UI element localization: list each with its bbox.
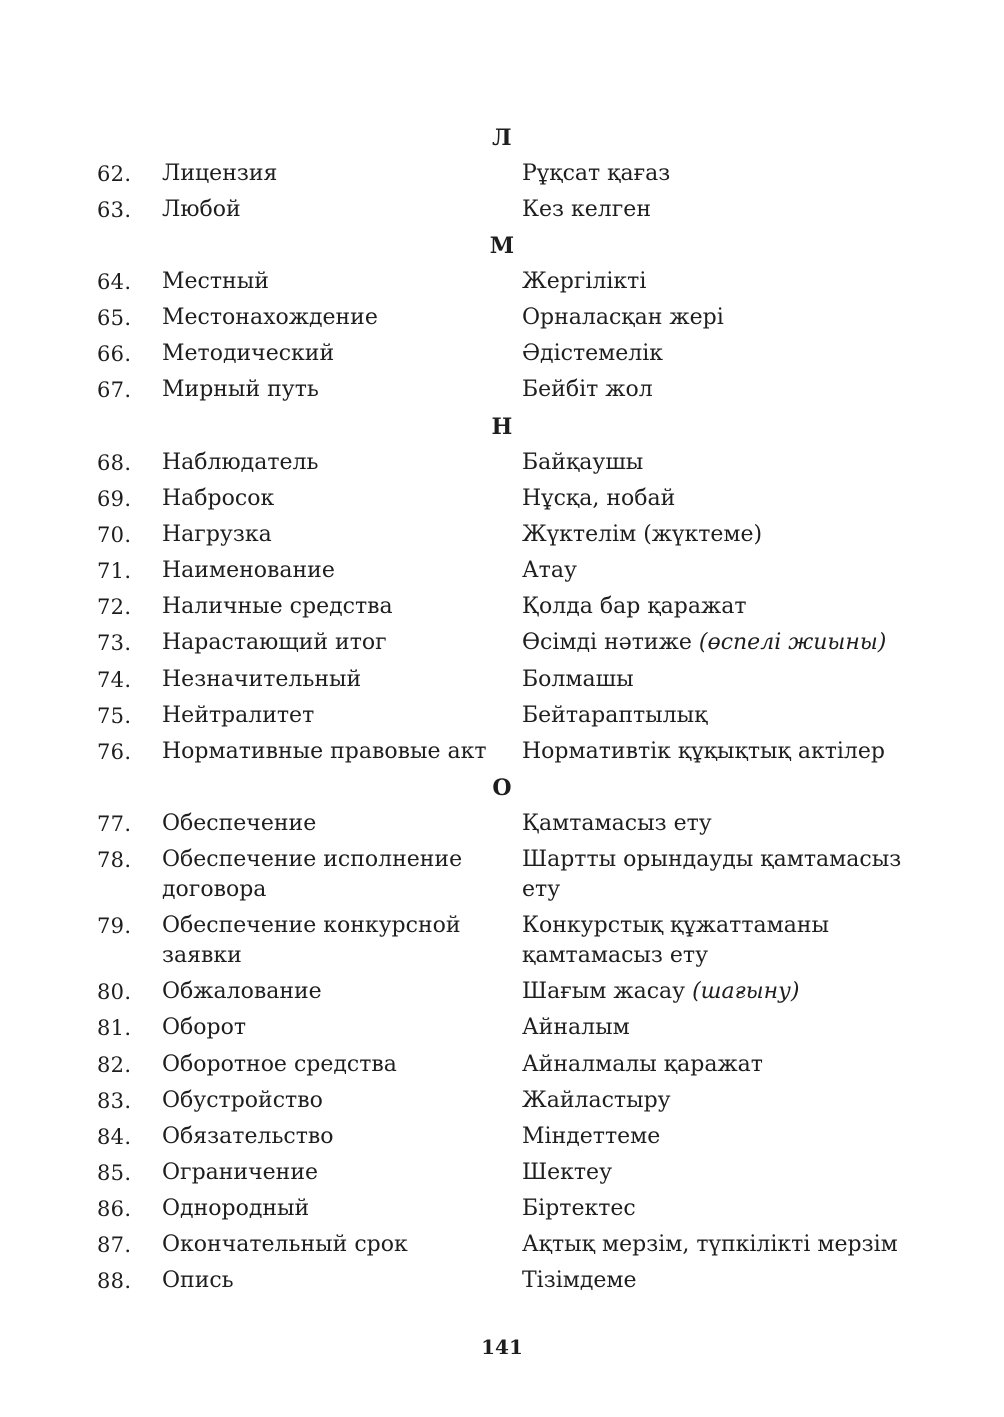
russian-term: Методический	[162, 341, 335, 366]
russian-term: Набросок	[162, 486, 275, 511]
kazakh-term	[522, 911, 912, 971]
kazakh-term	[522, 448, 912, 478]
kazakh-term-text: Нұсқа, нобай	[522, 486, 676, 511]
kazakh-term	[522, 1230, 912, 1260]
kazakh-term-text: Айналым	[522, 1015, 630, 1040]
russian-term: Наличные средства	[162, 594, 393, 619]
kazakh-term	[522, 1050, 912, 1080]
entry-number: 69.	[97, 487, 132, 511]
kazakh-term	[522, 1158, 912, 1188]
russian-term: Обеспечение	[162, 811, 317, 836]
kazakh-term-text: Жергілікті	[522, 269, 647, 294]
entry-number: 82.	[97, 1053, 132, 1077]
kazakh-term-text: Өсімді нәтиже	[522, 630, 699, 655]
entry-number: 62.	[97, 162, 132, 186]
kazakh-term-text: Жүктелім (жүктеме)	[522, 522, 763, 547]
kazakh-term	[522, 845, 912, 905]
entry-number: 66.	[97, 342, 132, 366]
kazakh-term-text: Орналасқан жері	[522, 305, 724, 330]
russian-term: Однородный	[162, 1196, 310, 1221]
russian-term: Любой	[162, 197, 241, 222]
kazakh-term-text: Жайластыру	[522, 1088, 671, 1113]
entry-number: 81.	[97, 1016, 132, 1040]
entry-number: 67.	[97, 378, 132, 402]
kazakh-term-text: Шектеу	[522, 1160, 613, 1185]
entry-number: 86.	[97, 1197, 132, 1221]
kazakh-term	[522, 977, 912, 1007]
kazakh-term-text: Атау	[522, 558, 577, 583]
russian-term: Оборотное средства	[162, 1052, 397, 1077]
russian-term: Лицензия	[162, 161, 278, 186]
entry-number: 65.	[97, 306, 132, 330]
entry-number: 77.	[97, 812, 132, 836]
kazakh-term	[522, 628, 912, 658]
entry-number: 74.	[97, 668, 132, 692]
entry-number: 88.	[97, 1269, 132, 1293]
kazakh-term-text: Тізімдеме	[522, 1268, 637, 1293]
entry-number: 80.	[97, 980, 132, 1004]
section-letter: Л	[492, 125, 512, 151]
section-letter: Н	[491, 414, 513, 440]
russian-term: Мирный путь	[162, 377, 319, 402]
russian-term: Нарастающий итог	[162, 630, 387, 655]
kazakh-term	[522, 1266, 912, 1296]
russian-term: Местонахождение	[162, 305, 378, 330]
kazakh-term-text: Конкурстық құжаттаманы қамтамасыз ету	[522, 913, 830, 968]
entry-number: 75.	[97, 704, 132, 728]
entry-number: 68.	[97, 451, 132, 475]
entry-number: 84.	[97, 1125, 132, 1149]
kazakh-term	[522, 1194, 912, 1224]
entry-number: 72.	[97, 595, 132, 619]
section-letter: М	[489, 233, 515, 259]
kazakh-term-text: Рұқсат қағаз	[522, 161, 671, 186]
kazakh-term	[522, 665, 912, 695]
entry-number: 83.	[97, 1089, 132, 1113]
kazakh-term-text: Шартты орындауды қамтамасыз ету	[522, 847, 902, 902]
russian-term: Ограничение	[162, 1160, 318, 1185]
russian-term: Опись	[162, 1268, 234, 1293]
kazakh-term	[522, 1122, 912, 1152]
kazakh-term-text: Байқаушы	[522, 450, 644, 475]
kazakh-term-text: Бейтараптылық	[522, 703, 708, 728]
entry-number: 73.	[97, 631, 132, 655]
kazakh-term	[522, 375, 912, 405]
kazakh-term-text: Шағым жасау	[522, 979, 693, 1004]
kazakh-term	[522, 592, 912, 622]
russian-term: Обеспечение исполнение договора	[162, 847, 463, 902]
kazakh-term-text: Ақтық мерзім, түпкілікті мерзім	[522, 1232, 898, 1257]
russian-term: Обеспечение конкурсной заявки	[162, 913, 461, 968]
kazakh-term	[522, 556, 912, 586]
kazakh-term	[522, 520, 912, 550]
russian-term: Нейтралитет	[162, 703, 315, 728]
russian-term: Обжалование	[162, 979, 322, 1004]
russian-term: Наблюдатель	[162, 450, 319, 475]
entry-number: 64.	[97, 270, 132, 294]
entry-number: 85.	[97, 1161, 132, 1185]
entry-number: 76.	[97, 740, 132, 764]
kazakh-term	[522, 159, 912, 189]
kazakh-term	[522, 1086, 912, 1116]
russian-term: Нормативные правовые акт	[162, 739, 487, 764]
russian-term: Оборот	[162, 1015, 247, 1040]
russian-term: Местный	[162, 269, 269, 294]
russian-term: Окончательный срок	[162, 1232, 408, 1257]
entry-number: 87.	[97, 1233, 132, 1257]
entry-number: 63.	[97, 198, 132, 222]
kazakh-term-text: Қолда бар қаражат	[522, 594, 747, 619]
kazakh-term	[522, 484, 912, 514]
kazakh-term-text: Кез келген	[522, 197, 651, 222]
kazakh-term-note: (шағыну)	[692, 979, 800, 1004]
kazakh-term-text: Бейбіт жол	[522, 377, 653, 402]
russian-term: Обязательство	[162, 1124, 334, 1149]
kazakh-term-text: Қамтамасыз ету	[522, 811, 712, 836]
entry-number: 79.	[97, 914, 132, 938]
kazakh-term-text: Болмашы	[522, 667, 634, 692]
kazakh-term-text: Нормативтік құқықтық актілер	[522, 739, 885, 764]
kazakh-term	[522, 1013, 912, 1043]
kazakh-term-text: Әдістемелік	[522, 341, 664, 366]
kazakh-term-note: (өспелі жиыны)	[698, 630, 887, 655]
entry-number: 78.	[97, 848, 132, 872]
russian-term: Нагрузка	[162, 522, 272, 547]
kazakh-term-text: Айналмалы қаражат	[522, 1052, 763, 1077]
russian-term: Наименование	[162, 558, 335, 583]
kazakh-term	[522, 339, 912, 369]
kazakh-term-text: Міндеттеме	[522, 1124, 661, 1149]
kazakh-term	[522, 195, 912, 225]
kazakh-term-text: Біртектес	[522, 1196, 636, 1221]
page-number: 141	[481, 1335, 523, 1359]
kazakh-term	[522, 303, 912, 333]
entry-number: 71.	[97, 559, 132, 583]
kazakh-term	[522, 737, 912, 767]
kazakh-term	[522, 809, 912, 839]
entry-number: 70.	[97, 523, 132, 547]
russian-term: Обустройство	[162, 1088, 323, 1113]
kazakh-term	[522, 701, 912, 731]
section-letter: О	[492, 775, 512, 801]
russian-term: Незначительный	[162, 667, 362, 692]
kazakh-term	[522, 267, 912, 297]
